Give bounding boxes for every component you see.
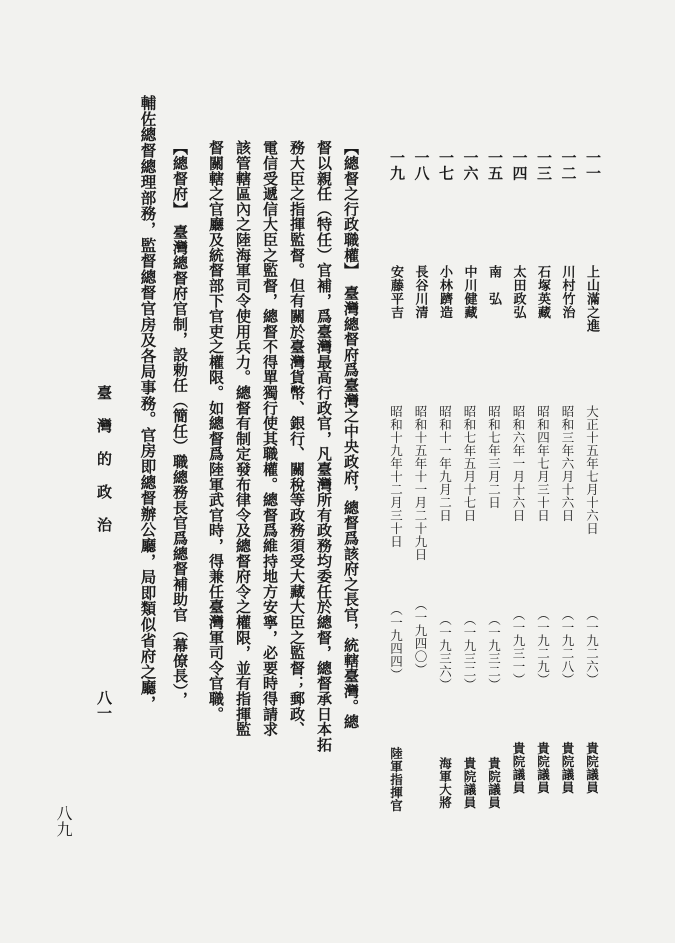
row-year: （一九三六） bbox=[437, 613, 453, 691]
row-date: 昭和十九年十二月三十日 bbox=[388, 405, 404, 548]
row-year: （一九三二） bbox=[462, 613, 477, 691]
row-number: 一八 bbox=[412, 150, 431, 181]
body-line: 督關轄之官廳及統督部下官吏之權限。如總督爲陸軍武官時，得兼任臺灣軍司令官職。 bbox=[207, 140, 225, 722]
body-line: 輔佐總督總理部務，監督總督官房及各局事務。官房即總督辦公廳，局即類似省府之廳， bbox=[138, 95, 158, 712]
row-date: 昭和十五年十一月二十九日 bbox=[413, 405, 428, 561]
running-header: 臺灣的政治 bbox=[95, 385, 113, 550]
row-name: 南 弘 bbox=[486, 265, 501, 306]
row-year: （一九三一） bbox=[511, 608, 526, 686]
row-date: 昭和七年五月十七日 bbox=[462, 405, 477, 522]
row-date: 昭和三年六月十六日 bbox=[560, 405, 575, 522]
row-title: 貴院議員 bbox=[486, 757, 502, 809]
row-title: 海軍大將 bbox=[437, 757, 453, 809]
row-year: （一九四四） bbox=[388, 603, 404, 681]
row-name: 中川健藏 bbox=[461, 265, 477, 319]
row-number: 一三 bbox=[535, 150, 553, 181]
row-number: 一五 bbox=[486, 150, 504, 181]
row-title: 貴院議員 bbox=[462, 757, 477, 809]
row-name: 長谷川清 bbox=[412, 265, 428, 319]
row-title: 貴院議員 bbox=[584, 742, 600, 794]
row-name: 石塚英藏 bbox=[535, 265, 550, 319]
row-name: 川村竹治 bbox=[559, 265, 575, 319]
row-title: 陸軍指揮官 bbox=[388, 747, 404, 812]
row-year: （一九三二） bbox=[486, 613, 502, 691]
row-number: 一九 bbox=[388, 150, 406, 181]
row-name: 安藤平吉 bbox=[388, 265, 403, 319]
row-year: （一九二六） bbox=[584, 608, 600, 686]
body-line: 電信受遞信大臣之監督，總督不得單獨行使其職權。總督爲維持地方安寧，必要時得請求 bbox=[261, 140, 279, 737]
row-name: 小林躋造 bbox=[437, 265, 452, 319]
row-number: 一一 bbox=[584, 150, 602, 181]
row-number: 一四 bbox=[510, 150, 529, 181]
row-number: 一二 bbox=[559, 150, 578, 181]
body-line: 該管轄區內之陸海軍司令使用兵力。總督有制定發布律令及總督府令之權限，並有指揮監 bbox=[234, 140, 252, 737]
row-date: 大正十五年七月十六日 bbox=[584, 405, 600, 535]
row-year: （一九二九） bbox=[535, 608, 551, 686]
row-title: 貴院議員 bbox=[560, 742, 575, 794]
row-year: （一九四〇） bbox=[413, 598, 428, 676]
body-line: 【總督之行政職權】 臺灣總督府爲臺灣之中央政府，總督爲該府之長官，統轄臺灣。總 bbox=[342, 140, 360, 730]
page-number: 八一 bbox=[95, 690, 113, 721]
row-number: 一六 bbox=[461, 150, 480, 181]
folio-number: 八九 bbox=[54, 805, 73, 837]
row-year: （一九二八） bbox=[560, 608, 575, 686]
row-name: 上山滿之進 bbox=[584, 265, 599, 333]
row-title: 貴院議員 bbox=[535, 742, 551, 794]
row-date: 昭和七年三月二日 bbox=[486, 405, 502, 509]
row-title: 貴院議員 bbox=[511, 742, 526, 794]
row-date: 昭和四年七月三十日 bbox=[535, 405, 551, 522]
body-line: 務大臣之指揮監督。但有關於臺灣貨幣、銀行、關稅等政務須受大藏大臣之監督；郵政、 bbox=[288, 140, 306, 737]
row-date: 昭和十一年九月二日 bbox=[437, 405, 453, 522]
row-name: 太田政弘 bbox=[510, 265, 526, 319]
row-number: 一七 bbox=[437, 150, 455, 181]
body-line: 督以親任（特任）官補，爲臺灣最高行政官，凡臺灣所有政務均委任於總督，總督承日本拓 bbox=[315, 140, 333, 752]
row-date: 昭和六年一月十六日 bbox=[511, 405, 526, 522]
body-line: 【總督府】 臺灣總督府官制，設勅任（簡任）職總務長官爲總督補助官（幕僚長）， bbox=[171, 140, 189, 707]
